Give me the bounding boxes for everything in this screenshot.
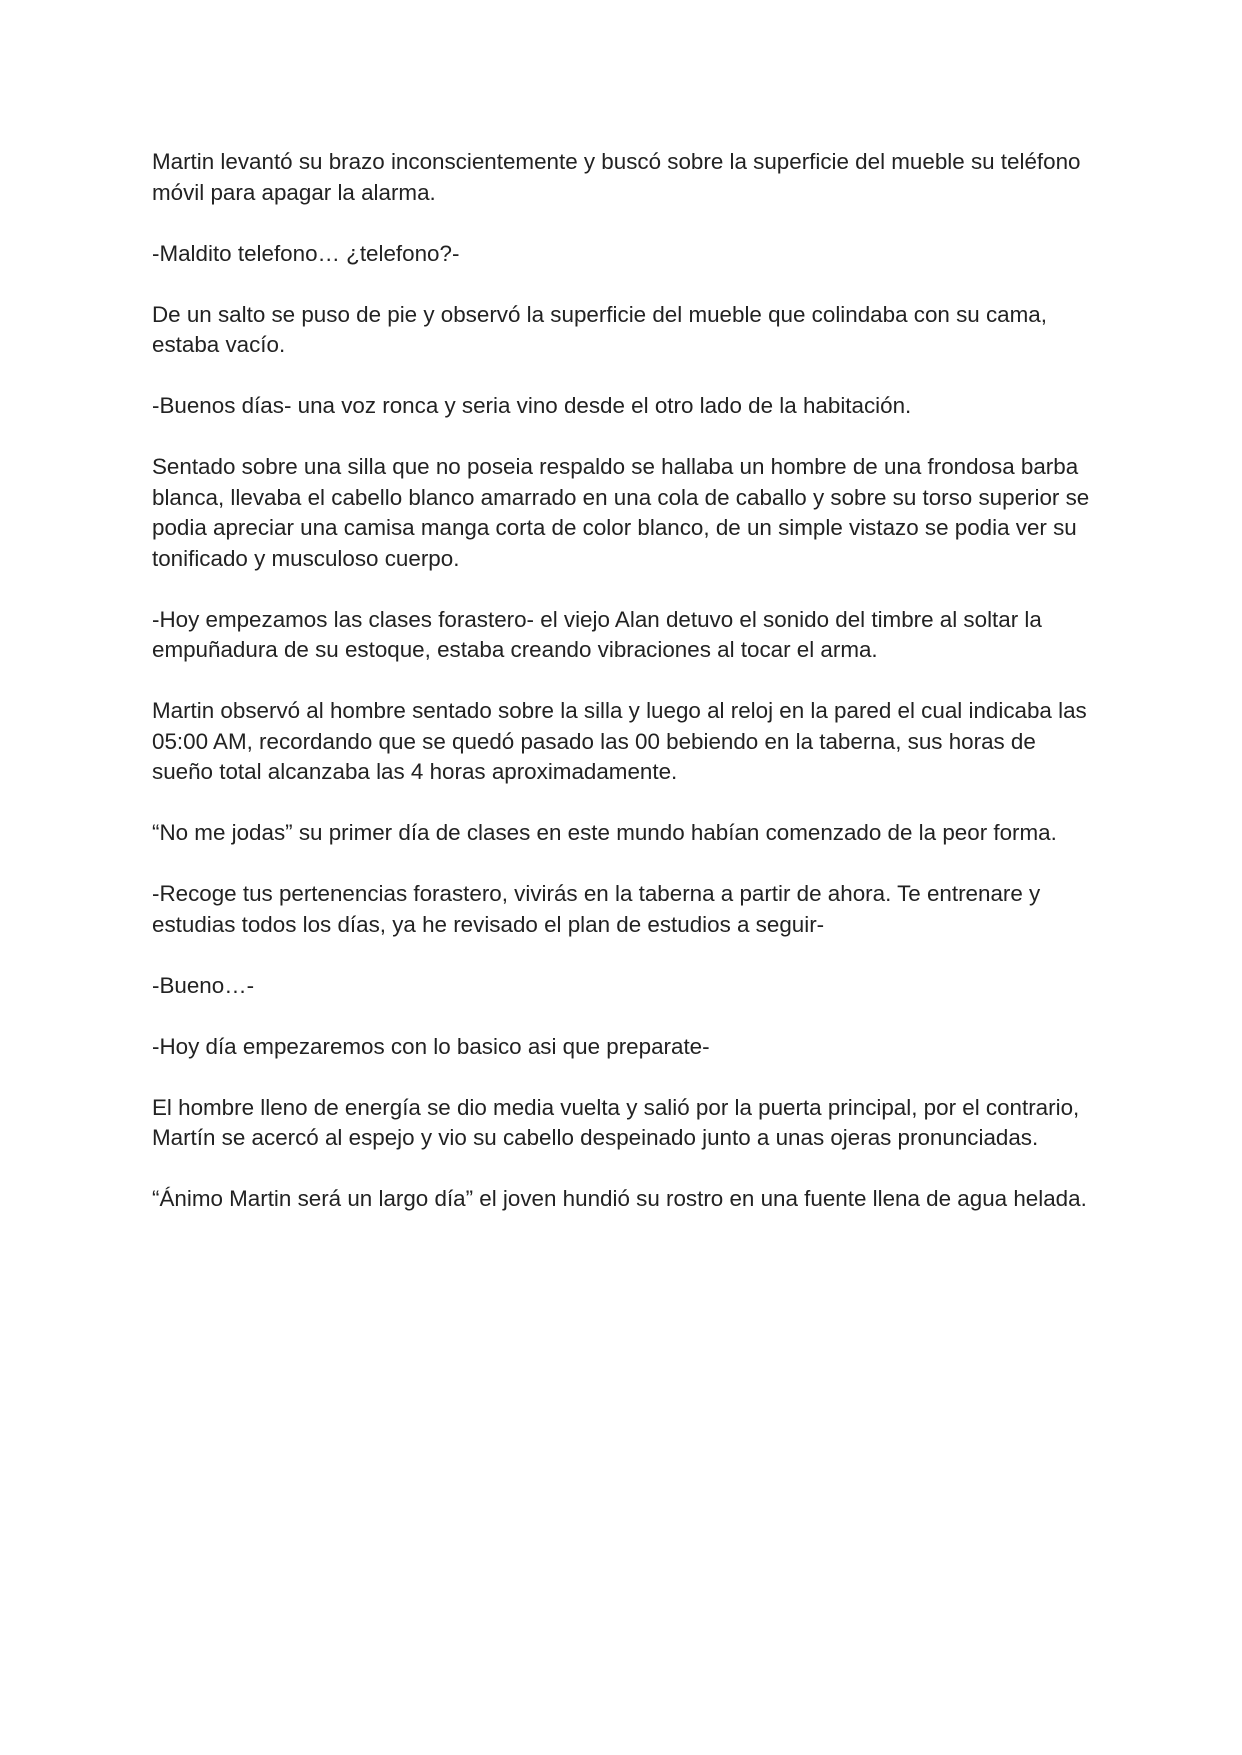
paragraph: -Recoge tus pertenencias forastero, vivirás en la taberna a partir de ahora. Te entrenare y estudias todos los días, ya he revisado el plan de estudios a seguir- — [152, 881, 1041, 937]
paragraph: -Bueno…- — [152, 972, 255, 998]
paragraph: El hombre lleno de energía se dio media vuelta y salió por la puerta principal, por el contrario, Martín se acercó al espejo y vio su cabello despeinado junto a unas ojeras pronunciadas. — [152, 1094, 1080, 1150]
paragraph: “Ánimo Martin será un largo día” el joven hundió su rostro en una fuente llena de agua helada. — [152, 1186, 1087, 1211]
paragraph: Sentado sobre una silla que no poseia respaldo se hallaba un hombre de una frondosa barba blanca, llevaba el cabello blanco amarrado en una cola de caballo y sobre su torso superior se podia apreciar una camisa manga corta de color blanco, de un simple vistazo se podia ver su tonificado y musculoso cuerpo. — [152, 454, 1090, 571]
paragraph: “No me jodas” su primer día de clases en este mundo habían comenzado de la peor forma. — [152, 820, 1057, 845]
paragraph: De un salto se puso de pie y observó la superficie del mueble que colindaba con su cama, estaba vacío. — [152, 301, 1047, 357]
paragraph: -Buenos días- una voz ronca y seria vino desde el otro lado de la habitación. — [152, 393, 912, 418]
document-body — [152, 147, 1102, 1245]
paragraph: -Hoy día empezaremos con lo basico asi que preparate- — [152, 1033, 710, 1059]
paragraph: Martin levantó su brazo inconscientemente y buscó sobre la superficie del mueble su teléfono móvil para apagar la alarma. — [152, 149, 1081, 205]
paragraph: -Maldito telefono… ¿telefono?- — [152, 240, 460, 266]
paragraph: -Hoy empezamos las clases forastero- el viejo Alan detuvo el sonido del timbre al soltar la empuñadura de su estoque, estaba creando vibraciones al tocar el arma. — [152, 606, 1042, 662]
paragraph: Martin observó al hombre sentado sobre la silla y luego al reloj en la pared el cual indicaba las 05:00 AM, recordando que se quedó pasado las 00 bebiendo en la taberna, sus horas de sueño total alcanzaba las 4 horas aproximadamente. — [152, 698, 1087, 784]
